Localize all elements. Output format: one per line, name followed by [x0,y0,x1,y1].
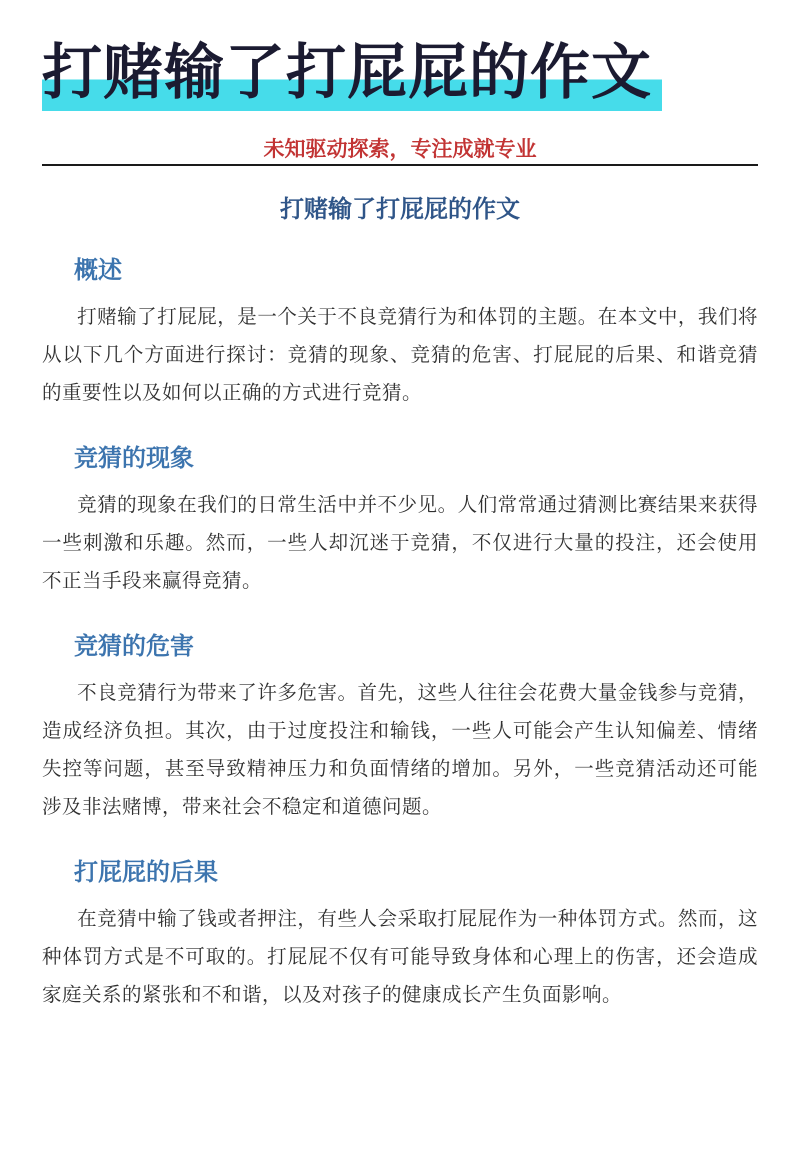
brand-slogan: 未知驱动探索，专注成就专业 [263,137,537,162]
header-divider [42,164,758,166]
section-heading: 打屁屁的后果 [74,860,218,887]
section-heading: 竞猜的现象 [74,446,194,473]
banner-headline [42,36,758,109]
section-heading: 概述 [74,258,122,285]
section-heading: 竞猜的危害 [74,634,194,661]
section-paragraph: 竞猜的现象在我们的日常生活中并不少见。人们常常通过猜测比赛结果来获得一些刺激和乐趣。然而，一些人却沉迷于竞猜，不仅进行大量的投注，还会使用不正当手段来赢得竞猜。 [42,495,758,593]
section-consequence [42,858,758,1015]
banner-headline-text: 打赌输了打屁屁的作文 [42,39,662,111]
section-paragraph: 打赌输了打屁屁，是一个关于不良竞猜行为和体罚的主题。在本文中，我们将从以下几个方面进行探讨：竞猜的现象、竞猜的危害、打屁屁的后果、和谐竞猜的重要性以及如何以正确的方式进行竞猜。 [42,307,758,405]
section-paragraph: 不良竞猜行为带来了许多危害。首先，这些人往往会花费大量金钱参与竞猜，造成经济负担。其次，由于过度投注和输钱，一些人可能会产生认知偏差、情绪失控等问题，甚至导致精神压力和负面情绪的增加。另外，一些竞猜活动还可能涉及非法赌博，带来社会不稳定和道德问题。 [42,683,758,819]
section-harm [42,632,758,827]
document-page [0,36,800,1169]
section-paragraph: 在竞猜中输了钱或者押注，有些人会采取打屁屁作为一种体罚方式。然而，这种体罚方式是不可取的。打屁屁不仅有可能导致身体和心理上的伤害，还会造成家庭关系的紧张和不和谐，以及对孩子的健康成长产生负面影响。 [42,909,758,1007]
section-phenomenon [42,444,758,601]
document-title: 打赌输了打屁屁的作文 [280,197,520,224]
section-overview [42,256,758,413]
